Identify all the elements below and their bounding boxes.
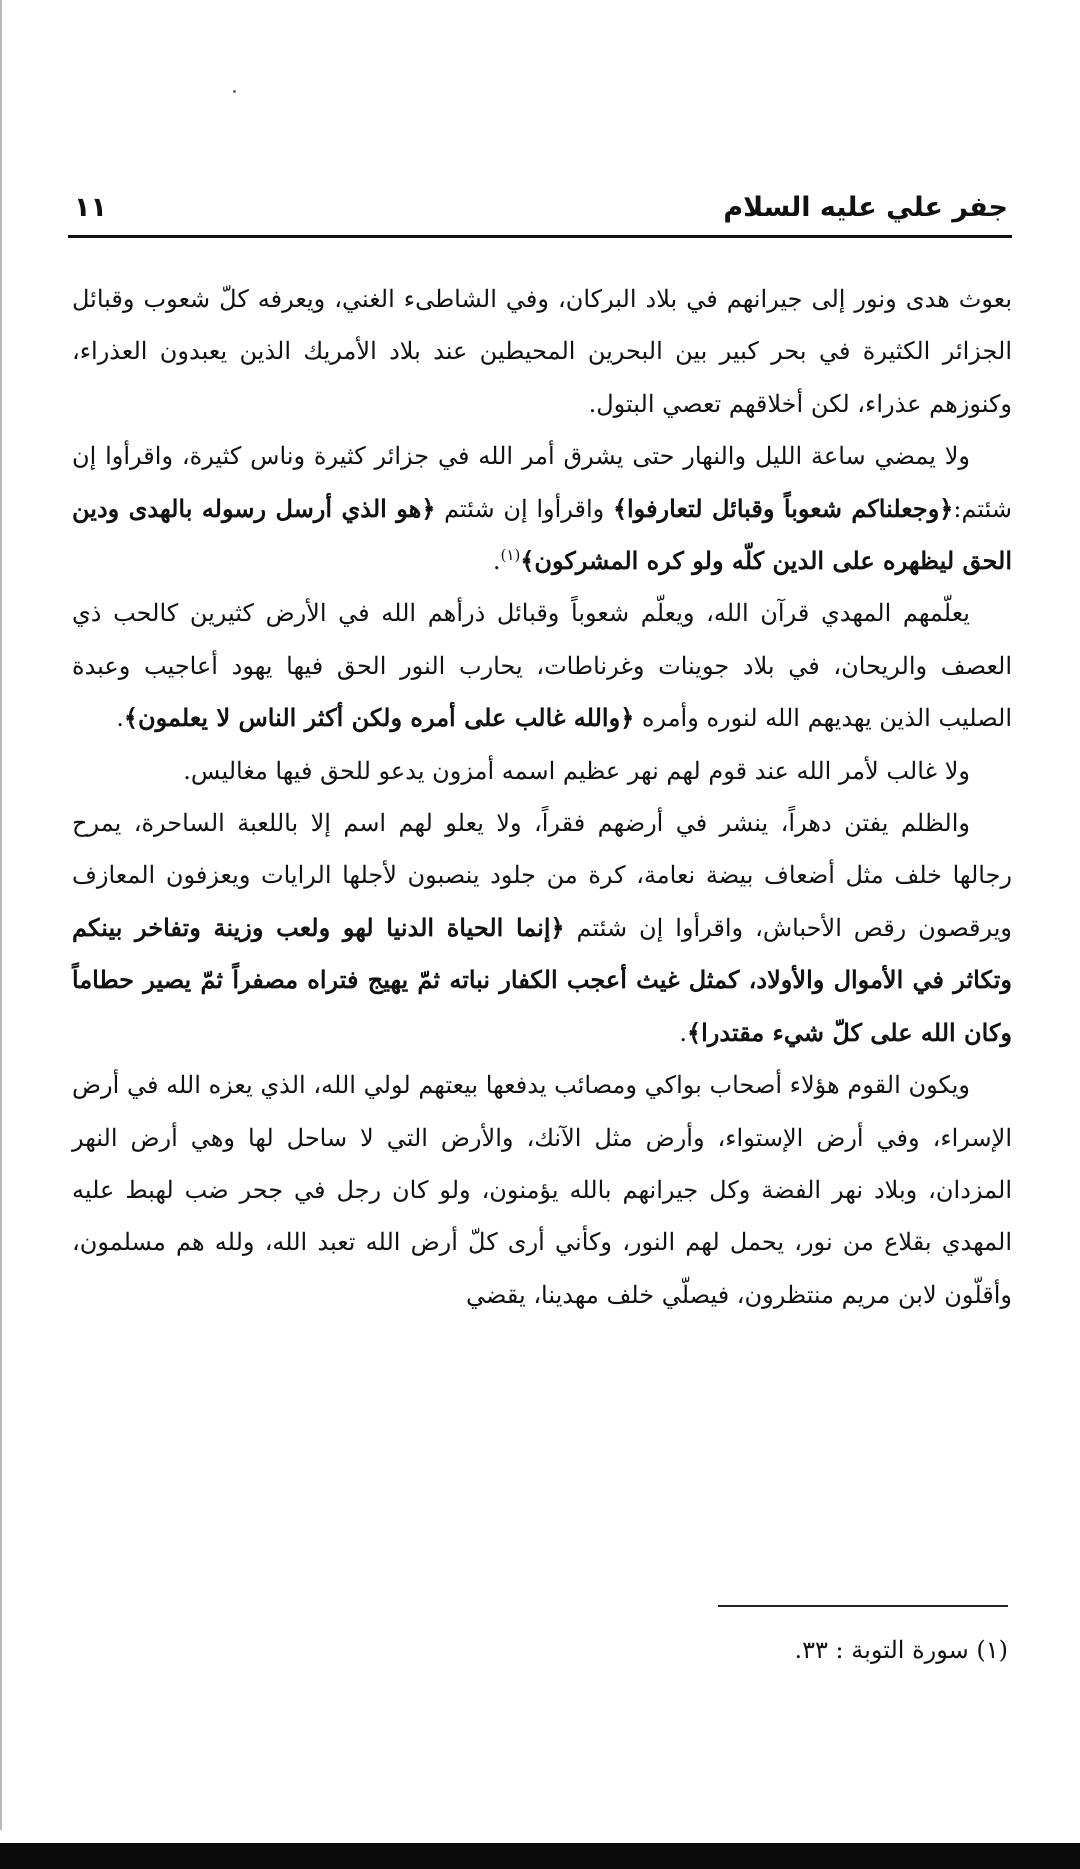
paragraph-5-text-2: . bbox=[679, 1018, 688, 1047]
main-text bbox=[72, 273, 1012, 1321]
paragraph-6: ويكون القوم هؤلاء أصحاب بواكي ومصائب يدفعها بيعتهم لولي الله، الذي يعزه الله في أرض الإسراء، وفي أرض الإستواء، وأرض مثل الآنك، والأرض التي لا ساحل لها وهي أرض النهر المزدان، وبلاد نهر الفضة وكل جيرانهم بالله يؤمنون، ولو كان رجل في جحر ضب لهبط عليه المهدي بقلاع من نور، يحمل لهم النور، وكأني أرى كلّ أرض الله تعبد الله، ولله هم مسلمون، وأقلّون لابن مريم منتظرون، فيصلّي خلف مهدينا، يقضي bbox=[72, 1071, 1012, 1309]
bottom-band bbox=[0, 1843, 1080, 1869]
paragraph-4: ولا غالب لأمر الله عند قوم لهم نهر عظيم اسمه أمزون يدعو للحق فيها مغاليس. bbox=[183, 756, 970, 785]
paragraph-2 bbox=[72, 430, 1012, 587]
paragraph-5 bbox=[72, 797, 1012, 1059]
paragraph-3 bbox=[72, 587, 1012, 744]
page-header bbox=[68, 190, 1012, 234]
running-title: جفر علي عليه السلام bbox=[723, 192, 1008, 223]
quran-quote: ﴿وجعلناكم شعوباً وقبائل لتعارفوا﴾ bbox=[612, 493, 954, 523]
quran-quote: ﴿إنما الحياة الدنيا لهو ولعب وزينة وتفاخر بينكم وتكاثر في الأموال والأولاد، كمثل غيث أعجب الكفار نباته ثمّ يهيج فتراه مصفراً ثمّ يصير حطاماً وكان الله على كلّ شيء مقتدرا﴾ bbox=[72, 912, 1012, 1047]
paragraph-2-text-3: . bbox=[492, 547, 501, 576]
footnote-rule bbox=[718, 1605, 1008, 1607]
page-number: ١١ bbox=[74, 192, 107, 223]
quran-quote: ﴿والله غالب على أمره ولكن أكثر الناس لا يعلمون﴾ bbox=[123, 703, 635, 733]
paragraph-3-text-2: . bbox=[116, 704, 124, 733]
page-edge bbox=[0, 0, 2, 1830]
footnote-marker: (١) bbox=[500, 546, 521, 565]
paragraph-3-text-1: يعلّمهم المهدي قرآن الله، ويعلّم شعوباً وقبائل ذرأهم الله في الأرض كثيرين كالحب ذي العصف والريحان، في بلاد جوينات وغرناطات، يحارب النور الحق فيها يهود أعاجيب وعبدة الصليب الذين يهديهم الله لنوره وأمره bbox=[72, 599, 1012, 733]
paragraph-2-text-2: واقرأوا إن شئتم bbox=[435, 494, 613, 523]
scan-speck bbox=[233, 90, 236, 93]
paragraph-1: بعوث هدى ونور إلى جيرانهم في بلاد البركان، وفي الشاطىء الغني، ويعرفه كلّ شعوب وقبائل الجزائر الكثيرة في بحر كبير بين البحرين المحيطين عند بلاد الأمريك الذين يعبدون العذراء، وكنوزهم عذراء، لكن أخلاقهم تعصي البتول. bbox=[72, 285, 1013, 418]
header-rule bbox=[68, 235, 1012, 238]
paragraph-2-text-1: ولا يمضي ساعة الليل والنهار حتى يشرق أمر الله في جزائر كثيرة وناس كثيرة، واقرأوا إن شئتم: bbox=[72, 442, 1013, 523]
paragraph-5-text-1: والظلم يفتن دهراً، ينشر في أرضهم فقراً، ولا يعلو لهم اسم إلا باللعبة الساحرة، يمرح رجالها خلف مثل أضعاف بيضة نعامة، كرة من جلود ينصبون لأجلها الرايات ويعزفون المعازف ويرقصون رقص الأحباش، واقرأوا إن شئتم bbox=[72, 809, 1013, 942]
quran-quote: ﴿هو الذي أرسل رسوله بالهدى ودين الحق ليظهره على الدين كلّه ولو كره المشركون﴾ bbox=[72, 493, 1012, 576]
footnote: (١) سورة التوبة : ٣٣. bbox=[794, 1636, 1008, 1664]
